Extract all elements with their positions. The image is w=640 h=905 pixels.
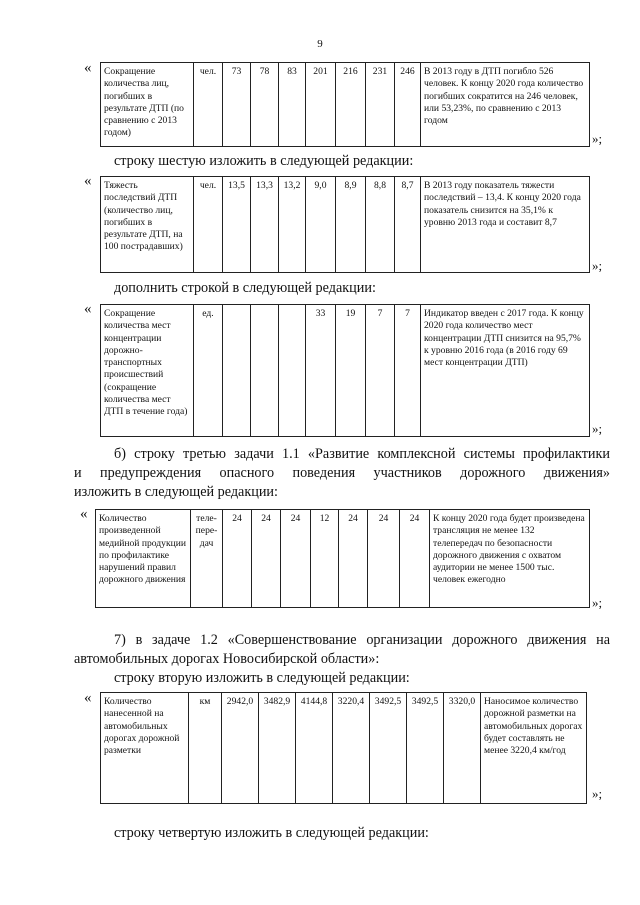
unit-cell: ед. (194, 305, 223, 437)
note-cell: К концу 2020 года будет произведена трансляция не менее 132 телепередач по безопасности дорожного движения с охватом аудитории не менее 1500 тыс. человек ежегодно (430, 510, 590, 608)
value-cell: 7 (366, 305, 395, 437)
value-cell: 24 (223, 510, 252, 608)
instruction-paragraph: строку четвертую изложить в следующей редакции: (114, 825, 429, 841)
value-cell: 7 (395, 305, 421, 437)
table-row-1 (100, 62, 590, 147)
value-cell: 24 (400, 510, 430, 608)
closing-quote: »; (592, 786, 603, 801)
value-cell (251, 305, 279, 437)
value-cell (223, 305, 251, 437)
value-cell: 9,0 (306, 177, 336, 273)
instruction-paragraph: и предупреждения опасного поведения участников дорожного движения» (74, 465, 610, 481)
value-cell: 24 (368, 510, 400, 608)
instruction-paragraph: строку вторую изложить в следующей редакции: (114, 670, 410, 686)
closing-quote: »; (592, 131, 603, 146)
value-cell: 3492,5 (407, 693, 444, 804)
value-cell: 13,3 (251, 177, 279, 273)
table-row-5 (100, 692, 587, 804)
value-cell: 3220,4 (333, 693, 370, 804)
unit-cell: км (189, 693, 222, 804)
indicator-name-cell: Сокращение количества мест концентрации дорожно-транспортных происшествий (сокращение количества мест ДТП в течение года) (101, 305, 194, 437)
value-cell: 201 (306, 63, 336, 147)
instruction-paragraph: дополнить строкой в следующей редакции: (114, 280, 376, 296)
value-cell: 246 (395, 63, 421, 147)
value-cell: 78 (251, 63, 279, 147)
unit-cell: чел. (194, 63, 223, 147)
value-cell: 24 (339, 510, 368, 608)
value-cell: 8,9 (336, 177, 366, 273)
value-cell: 3320,0 (444, 693, 481, 804)
closing-quote: »; (592, 595, 603, 610)
table-row-2 (100, 176, 590, 273)
value-cell: 24 (281, 510, 311, 608)
table-row-4 (95, 509, 590, 608)
note-cell: В 2013 году в ДТП погибло 526 человек. К концу 2020 года количество погибших сократится на 246 человек, или 53,23%, по сравнению с 2013 годом (421, 63, 590, 147)
value-cell: 3492,5 (370, 693, 407, 804)
value-cell: 24 (252, 510, 281, 608)
value-cell: 13,2 (279, 177, 306, 273)
instruction-paragraph: б) строку третью задачи 1.1 «Развитие комплексной системы профилактики (114, 446, 610, 462)
opening-quote: « (80, 506, 88, 522)
instruction-paragraph: строку шестую изложить в следующей редакции: (114, 153, 414, 169)
value-cell: 13,5 (223, 177, 251, 273)
value-cell: 83 (279, 63, 306, 147)
value-cell: 12 (311, 510, 339, 608)
indicator-name-cell: Тяжесть последствий ДТП (количество лиц, погибших в результате ДТП, на 100 пострадавших) (101, 177, 194, 273)
value-cell: 73 (223, 63, 251, 147)
value-cell: 231 (366, 63, 395, 147)
closing-quote: »; (592, 258, 603, 273)
unit-cell: теле-пере-дач (191, 510, 223, 608)
value-cell: 8,7 (395, 177, 421, 273)
value-cell: 216 (336, 63, 366, 147)
value-cell: 2942,0 (222, 693, 259, 804)
indicator-name-cell: Сокращение количества лиц, погибших в результате ДТП (по сравнению с 2013 годом) (101, 63, 194, 147)
opening-quote: « (84, 60, 92, 76)
instruction-paragraph: изложить в следующей редакции: (74, 484, 278, 500)
page-number: 9 (317, 38, 323, 50)
value-cell: 8,8 (366, 177, 395, 273)
instruction-paragraph: 7) в задаче 1.2 «Совершенствование организации дорожного движения на (114, 632, 610, 648)
value-cell: 3482,9 (259, 693, 296, 804)
opening-quote: « (84, 301, 92, 317)
instruction-paragraph: автомобильных дорогах Новосибирской области»: (74, 651, 380, 667)
value-cell: 19 (336, 305, 366, 437)
table-row-3 (100, 304, 590, 437)
note-cell: В 2013 году показатель тяжести последствий – 13,4. К концу 2020 года показатель снизится на 35,1% к уровню 2013 года и составит 8,7 (421, 177, 590, 273)
value-cell (279, 305, 306, 437)
closing-quote: »; (592, 421, 603, 436)
note-cell: Индикатор введен с 2017 года. К концу 2020 года количество мест концентрации ДТП снизится на 95,7% к уровню 2016 года (в 2016 году 69 мест концентрации ДТП) (421, 305, 590, 437)
value-cell: 33 (306, 305, 336, 437)
indicator-name-cell: Количество произведенной медийной продукции по профилактике нарушений правил дорожного движения (96, 510, 191, 608)
indicator-name-cell: Количество нанесенной на автомобильных дорогах дорожной разметки (101, 693, 189, 804)
value-cell: 4144,8 (296, 693, 333, 804)
unit-cell: чел. (194, 177, 223, 273)
opening-quote: « (84, 173, 92, 189)
opening-quote: « (84, 690, 92, 706)
note-cell: Наносимое количество дорожной разметки на автомобильных дорогах будет составлять не менее 3220,4 км/год (481, 693, 587, 804)
